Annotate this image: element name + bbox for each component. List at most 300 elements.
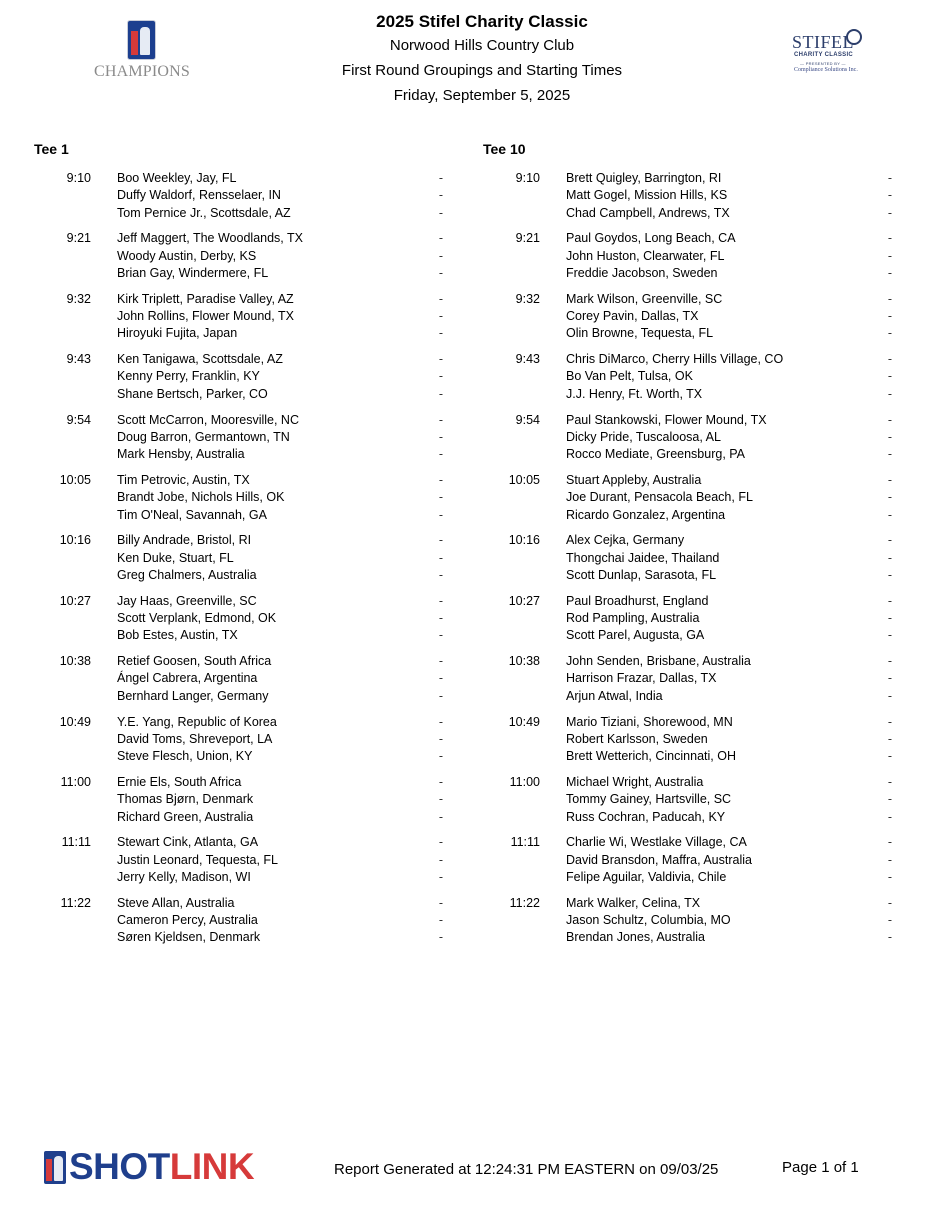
player-name: Bernhard Langer, Germany — [117, 688, 269, 703]
player-score: - — [438, 731, 444, 746]
player-row — [34, 852, 474, 869]
player-score: - — [887, 654, 893, 669]
player-row — [34, 688, 474, 705]
stifel-sponsor: Compliance Solutions Inc. — [794, 67, 858, 73]
player-score: - — [438, 593, 444, 608]
player-score: - — [438, 654, 444, 669]
player-row — [34, 567, 474, 584]
player-row — [483, 852, 923, 869]
player-row — [34, 929, 474, 946]
player-score: - — [887, 490, 893, 505]
player-row — [34, 472, 474, 489]
player-score: - — [438, 231, 444, 246]
pga-tour-shield-icon — [44, 1151, 66, 1184]
player-score: - — [887, 429, 893, 444]
player-row — [34, 670, 474, 687]
tee-time-group — [483, 653, 923, 705]
player-name: Thongchai Jaidee, Thailand — [566, 550, 720, 565]
player-score: - — [887, 248, 893, 263]
player-name: Steve Allan, Australia — [117, 895, 235, 910]
player-name: Corey Pavin, Dallas, TX — [566, 309, 699, 324]
player-name: Harrison Frazar, Dallas, TX — [566, 671, 717, 686]
player-name: John Senden, Brisbane, Australia — [566, 654, 751, 669]
tee-time-group — [483, 532, 923, 584]
player-score: - — [438, 507, 444, 522]
player-score: - — [887, 386, 893, 401]
tee-time-group — [34, 774, 474, 826]
player-row — [34, 265, 474, 282]
champions-wordmark: CHAMPIONS — [93, 63, 191, 80]
player-score: - — [438, 386, 444, 401]
player-score: - — [887, 835, 893, 850]
player-name: Ken Tanigawa, Scottsdale, AZ — [117, 352, 283, 367]
player-name: Tim O'Neal, Savannah, GA — [117, 507, 267, 522]
player-name: Robert Karlsson, Sweden — [566, 731, 708, 746]
report-subtitle: First Round Groupings and Starting Times — [341, 62, 623, 79]
shotlink-wordmark — [69, 1146, 254, 1188]
report-generated-text: Report Generated at 12:24:31 PM EASTERN on 09/03/25 — [334, 1161, 719, 1178]
player-score: - — [438, 671, 444, 686]
player-score: - — [438, 930, 444, 945]
player-score: - — [887, 792, 893, 807]
player-row — [34, 834, 474, 851]
tee-time: 9:21 — [66, 231, 91, 246]
player-name: Søren Kjeldsen, Denmark — [117, 930, 261, 945]
player-score: - — [887, 852, 893, 867]
player-row — [483, 774, 923, 791]
player-row — [483, 248, 923, 265]
player-name: Retief Goosen, South Africa — [117, 654, 272, 669]
tee-time-group — [483, 834, 923, 886]
player-score: - — [438, 550, 444, 565]
tee-time: 10:05 — [508, 472, 540, 487]
player-name: Scott Parel, Augusta, GA — [566, 628, 705, 643]
player-name: Stewart Cink, Atlanta, GA — [117, 835, 259, 850]
player-row — [34, 593, 474, 610]
tee-heading: Tee 1 — [34, 141, 69, 157]
page-number: Page 1 of 1 — [782, 1159, 859, 1176]
player-score: - — [887, 628, 893, 643]
player-score: - — [438, 749, 444, 764]
player-name: Mark Walker, Celina, TX — [566, 895, 701, 910]
player-row — [483, 507, 923, 524]
player-name: Scott McCarron, Mooresville, NC — [117, 412, 299, 427]
venue-name: Norwood Hills Country Club — [389, 37, 575, 54]
player-row — [483, 472, 923, 489]
player-row — [483, 610, 923, 627]
player-name: Alex Cejka, Germany — [566, 533, 685, 548]
player-row — [34, 610, 474, 627]
player-score: - — [887, 447, 893, 462]
tee-1-column — [34, 140, 474, 955]
player-row — [34, 230, 474, 247]
player-name: Greg Chalmers, Australia — [117, 567, 257, 582]
player-name: Matt Gogel, Mission Hills, KS — [566, 188, 728, 203]
player-score: - — [887, 188, 893, 203]
tee-time-group — [483, 714, 923, 766]
player-name: Mark Wilson, Greenville, SC — [566, 291, 723, 306]
player-name: Arjun Atwal, India — [566, 688, 663, 703]
tee-heading: Tee 10 — [483, 141, 526, 157]
player-row — [34, 412, 474, 429]
player-row — [483, 550, 923, 567]
player-row — [483, 205, 923, 222]
player-name: Scott Dunlap, Sarasota, FL — [566, 567, 717, 582]
tee-time: 10:49 — [59, 714, 91, 729]
player-row — [483, 714, 923, 731]
player-name: Brian Gay, Windermere, FL — [117, 265, 269, 280]
player-name: Russ Cochran, Paducah, KY — [566, 809, 726, 824]
player-name: Jay Haas, Greenville, SC — [117, 593, 257, 608]
player-name: John Huston, Clearwater, FL — [566, 248, 725, 263]
player-name: Doug Barron, Germantown, TN — [117, 429, 290, 444]
tee-time: 11:00 — [60, 774, 91, 789]
tee-time-group — [483, 291, 923, 343]
shotlink-word-shot: SHOT — [69, 1146, 170, 1187]
tee-time: 11:11 — [61, 835, 91, 850]
tee-time: 9:43 — [515, 352, 540, 367]
player-row — [483, 325, 923, 342]
player-name: Stuart Appleby, Australia — [566, 472, 702, 487]
tee-time: 9:32 — [66, 291, 91, 306]
player-row — [483, 308, 923, 325]
player-row — [483, 265, 923, 282]
player-score: - — [438, 447, 444, 462]
player-score: - — [438, 869, 444, 884]
player-score: - — [438, 714, 444, 729]
player-name: Mark Hensby, Australia — [117, 447, 245, 462]
player-score: - — [438, 912, 444, 927]
player-score: - — [887, 749, 893, 764]
player-row — [483, 748, 923, 765]
tee-time: 11:22 — [509, 895, 540, 910]
player-name: Rod Pampling, Australia — [566, 611, 700, 626]
player-score: - — [887, 912, 893, 927]
player-name: Joe Durant, Pensacola Beach, FL — [566, 490, 753, 505]
tee-time-group — [34, 291, 474, 343]
player-name: Ángel Cabrera, Argentina — [117, 671, 258, 686]
player-score: - — [438, 205, 444, 220]
tee-time-group — [483, 412, 923, 464]
player-score: - — [887, 369, 893, 384]
player-row — [34, 653, 474, 670]
player-name: Hiroyuki Fujita, Japan — [117, 326, 238, 341]
player-row — [34, 170, 474, 187]
tee-time: 10:16 — [508, 533, 540, 548]
player-score: - — [438, 472, 444, 487]
player-row — [34, 550, 474, 567]
player-row — [34, 507, 474, 524]
player-score: - — [887, 472, 893, 487]
player-score: - — [438, 248, 444, 263]
player-name: Tim Petrovic, Austin, TX — [117, 472, 250, 487]
player-name: Dicky Pride, Tuscaloosa, AL — [566, 429, 721, 444]
player-name: John Rollins, Flower Mound, TX — [117, 309, 294, 324]
tee-time-group — [34, 593, 474, 645]
player-score: - — [438, 326, 444, 341]
tee-time: 10:27 — [508, 593, 540, 608]
player-row — [483, 532, 923, 549]
player-name: Tommy Gainey, Hartsville, SC — [566, 792, 732, 807]
player-score: - — [887, 352, 893, 367]
player-name: Jason Schultz, Columbia, MO — [566, 912, 731, 927]
tee-time: 11:22 — [60, 895, 91, 910]
player-score: - — [438, 369, 444, 384]
player-row — [34, 205, 474, 222]
tee-time-group — [34, 714, 474, 766]
player-row — [34, 748, 474, 765]
tee-time-group — [483, 472, 923, 524]
player-score: - — [887, 930, 893, 945]
player-name: Cameron Percy, Australia — [117, 912, 258, 927]
player-row — [483, 291, 923, 308]
player-name: Tom Pernice Jr., Scottsdale, AZ — [117, 205, 291, 220]
player-name: Thomas Bjørn, Denmark — [117, 792, 254, 807]
player-row — [483, 489, 923, 506]
tee-time: 9:43 — [66, 352, 91, 367]
player-row — [483, 895, 923, 912]
player-score: - — [887, 171, 893, 185]
player-score: - — [438, 895, 444, 910]
tee-time-group — [483, 351, 923, 403]
player-score: - — [438, 809, 444, 824]
player-name: Felipe Aguilar, Valdivia, Chile — [566, 869, 727, 884]
player-score: - — [887, 326, 893, 341]
tee-time-group — [34, 532, 474, 584]
player-row — [34, 791, 474, 808]
player-row — [483, 869, 923, 886]
player-row — [483, 429, 923, 446]
player-name: Ricardo Gonzalez, Argentina — [566, 507, 726, 522]
player-row — [34, 532, 474, 549]
player-row — [34, 869, 474, 886]
shotlink-word-link: LINK — [169, 1146, 255, 1187]
player-name: Chris DiMarco, Cherry Hills Village, CO — [566, 352, 784, 367]
tee-time-group — [483, 895, 923, 947]
player-score: - — [887, 688, 893, 703]
round-date: Friday, September 5, 2025 — [393, 87, 571, 104]
tee-10-column — [483, 140, 923, 955]
player-name: Billy Andrade, Bristol, RI — [117, 533, 252, 548]
player-row — [483, 412, 923, 429]
player-score: - — [438, 412, 444, 427]
player-score: - — [887, 550, 893, 565]
tee-time: 11:00 — [509, 774, 540, 789]
player-row — [483, 731, 923, 748]
player-row — [483, 688, 923, 705]
player-score: - — [887, 507, 893, 522]
player-row — [483, 834, 923, 851]
player-score: - — [438, 792, 444, 807]
player-score: - — [438, 611, 444, 626]
player-name: Richard Green, Australia — [117, 809, 254, 824]
player-row — [483, 653, 923, 670]
player-name: Paul Goydos, Long Beach, CA — [566, 231, 736, 246]
player-score: - — [887, 611, 893, 626]
player-row — [34, 912, 474, 929]
player-score: - — [438, 533, 444, 548]
tee-time-group — [34, 351, 474, 403]
player-name: Y.E. Yang, Republic of Korea — [117, 714, 277, 729]
tee-time-group — [34, 230, 474, 282]
player-score: - — [887, 731, 893, 746]
stifel-wordmark: STIFEL — [792, 32, 855, 52]
player-score: - — [438, 352, 444, 367]
player-name: David Bransdon, Maffra, Australia — [566, 852, 752, 867]
player-score: - — [438, 291, 444, 306]
player-name: Boo Weekley, Jay, FL — [117, 171, 237, 185]
player-name: Freddie Jacobson, Sweden — [566, 265, 718, 280]
player-name: J.J. Henry, Ft. Worth, TX — [566, 386, 703, 401]
player-row — [483, 809, 923, 826]
player-name: Michael Wright, Australia — [566, 774, 704, 789]
stifel-presented-by: — PRESENTED BY — — [800, 61, 846, 66]
player-name: Kirk Triplett, Paradise Valley, AZ — [117, 291, 294, 306]
player-name: Olin Browne, Tequesta, FL — [566, 326, 714, 341]
player-row — [34, 627, 474, 644]
tee-time: 10:38 — [59, 654, 91, 669]
player-row — [34, 774, 474, 791]
player-name: Ken Duke, Stuart, FL — [117, 550, 234, 565]
player-row — [483, 627, 923, 644]
player-score: - — [438, 628, 444, 643]
tee-time: 10:27 — [59, 593, 91, 608]
player-name: Brendan Jones, Australia — [566, 930, 705, 945]
player-score: - — [887, 205, 893, 220]
tee-time: 9:10 — [515, 171, 540, 185]
tee-time-group — [34, 170, 474, 222]
player-row — [34, 731, 474, 748]
player-score: - — [887, 869, 893, 884]
player-name: Bob Estes, Austin, TX — [117, 628, 238, 643]
player-row — [483, 593, 923, 610]
player-row — [483, 230, 923, 247]
tee-time: 10:16 — [59, 533, 91, 548]
shotlink-logo — [44, 1148, 284, 1188]
player-score: - — [887, 265, 893, 280]
player-name: Jeff Maggert, The Woodlands, TX — [117, 231, 303, 246]
player-name: Steve Flesch, Union, KY — [117, 749, 253, 764]
player-score: - — [438, 852, 444, 867]
player-score: - — [887, 593, 893, 608]
player-name: Justin Leonard, Tequesta, FL — [117, 852, 278, 867]
player-row — [483, 567, 923, 584]
player-score: - — [438, 835, 444, 850]
event-title: 2025 Stifel Charity Classic — [376, 12, 588, 31]
player-name: Shane Bertsch, Parker, CO — [117, 386, 268, 401]
player-score: - — [887, 291, 893, 306]
player-score: - — [438, 171, 444, 185]
player-name: Mario Tiziani, Shorewood, MN — [566, 714, 733, 729]
player-score: - — [887, 412, 893, 427]
tee-time-group — [34, 412, 474, 464]
player-score: - — [887, 774, 893, 789]
player-name: Jerry Kelly, Madison, WI — [117, 869, 251, 884]
player-score: - — [887, 567, 893, 582]
player-score: - — [438, 429, 444, 444]
tee-time-group — [483, 774, 923, 826]
player-row — [34, 809, 474, 826]
player-row — [483, 187, 923, 204]
player-name: Charlie Wi, Westlake Village, CA — [566, 835, 747, 850]
player-name: Chad Campbell, Andrews, TX — [566, 205, 730, 220]
tee-time: 9:54 — [66, 412, 91, 427]
player-score: - — [438, 774, 444, 789]
player-score: - — [438, 265, 444, 280]
tee-time-group — [34, 834, 474, 886]
player-row — [483, 929, 923, 946]
tee-time: 10:38 — [508, 654, 540, 669]
tee-time: 10:05 — [59, 472, 91, 487]
player-row — [483, 791, 923, 808]
player-name: David Toms, Shreveport, LA — [117, 731, 273, 746]
player-row — [34, 489, 474, 506]
player-name: Brett Wetterich, Cincinnati, OH — [566, 749, 736, 764]
player-name: Kenny Perry, Franklin, KY — [117, 369, 260, 384]
tee-time-group — [34, 472, 474, 524]
player-name: Scott Verplank, Edmond, OK — [117, 611, 277, 626]
player-row — [483, 386, 923, 403]
player-name: Ernie Els, South Africa — [117, 774, 242, 789]
stifel-subtitle: CHARITY CLASSIC — [794, 52, 854, 58]
player-row — [483, 912, 923, 929]
player-score: - — [438, 567, 444, 582]
tee-time: 9:10 — [66, 171, 91, 185]
player-score: - — [887, 714, 893, 729]
player-score: - — [438, 188, 444, 203]
player-name: Duffy Waldorf, Rensselaer, IN — [117, 188, 281, 203]
player-row — [34, 351, 474, 368]
player-score: - — [887, 671, 893, 686]
player-row — [483, 170, 923, 187]
player-row — [34, 429, 474, 446]
player-row — [34, 291, 474, 308]
player-name: Paul Stankowski, Flower Mound, TX — [566, 412, 767, 427]
player-name: Rocco Mediate, Greensburg, PA — [566, 447, 746, 462]
tee-time: 9:21 — [515, 231, 540, 246]
tee-time: 10:49 — [508, 714, 540, 729]
player-row — [34, 248, 474, 265]
player-score: - — [887, 231, 893, 246]
player-score: - — [438, 490, 444, 505]
tee-time-group — [34, 653, 474, 705]
tee-time-group — [483, 170, 923, 222]
player-row — [34, 308, 474, 325]
player-score: - — [887, 309, 893, 324]
player-row — [34, 325, 474, 342]
player-row — [483, 368, 923, 385]
tee-time: 11:11 — [510, 835, 540, 850]
player-score: - — [438, 688, 444, 703]
player-row — [34, 386, 474, 403]
player-row — [34, 187, 474, 204]
player-row — [34, 714, 474, 731]
player-score: - — [887, 533, 893, 548]
player-score: - — [887, 895, 893, 910]
player-row — [483, 446, 923, 463]
tee-time: 9:54 — [515, 412, 540, 427]
player-name: Bo Van Pelt, Tulsa, OK — [566, 369, 693, 384]
player-name: Brett Quigley, Barrington, RI — [566, 171, 722, 185]
player-name: Woody Austin, Derby, KS — [117, 248, 257, 263]
player-score: - — [887, 809, 893, 824]
tee-time-group — [34, 895, 474, 947]
player-name: Paul Broadhurst, England — [566, 593, 709, 608]
player-name: Brandt Jobe, Nichols Hills, OK — [117, 490, 285, 505]
player-row — [34, 446, 474, 463]
player-score: - — [438, 309, 444, 324]
player-row — [34, 895, 474, 912]
